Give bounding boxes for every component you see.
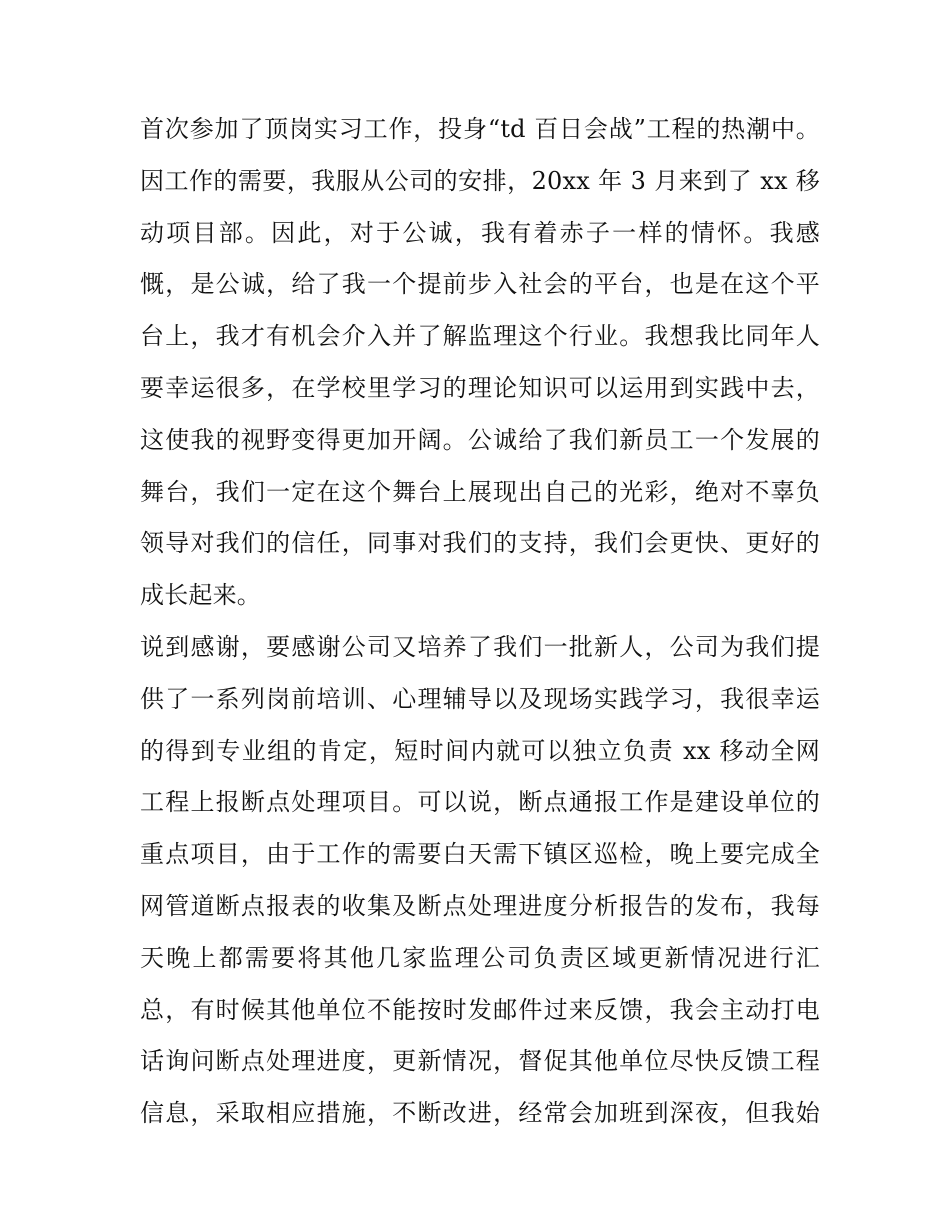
text-line: 话询问断点处理进度，更新情况，督促其他单位尽快反馈工程	[140, 1047, 820, 1076]
paragraph-2	[140, 622, 820, 1140]
text-line: 天晚上都需要将其他几家监理公司负责区域更新情况进行汇	[140, 943, 820, 972]
text-line: 成长起来。	[140, 581, 261, 610]
text-line: 说到感谢，要感谢公司又培养了我们一批新人，公司为我们提	[140, 632, 820, 661]
paragraph-1	[140, 104, 820, 622]
text-line: 动项目部。因此，对于公诚，我有着赤子一样的情怀。我感	[140, 218, 820, 247]
text-line: 工程上报断点处理项目。可以说，断点通报工作是建设单位的	[140, 788, 820, 817]
text-line: 供了一系列岗前培训、心理辅导以及现场实践学习，我很幸运	[140, 684, 820, 713]
text-line: 网管道断点报表的收集及断点处理进度分析报告的发布，我每	[140, 891, 820, 920]
text-line: 这使我的视野变得更加开阔。公诚给了我们新员工一个发展的	[140, 425, 820, 454]
text-line: 台上，我才有机会介入并了解监理这个行业。我想我比同年人	[140, 322, 820, 351]
text-line: 因工作的需要，我服从公司的安排，20xx 年 3 月来到了 xx 移	[140, 166, 820, 195]
text-line: 首次参加了顶岗实习工作，投身“td 百日会战”工程的热潮中。	[140, 115, 820, 143]
text-line: 慨，是公诚，给了我一个提前步入社会的平台，也是在这个平	[140, 270, 820, 299]
text-line: 信息，采取相应措施，不断改进，经常会加班到深夜，但我始	[140, 1099, 820, 1128]
text-line: 重点项目，由于工作的需要白天需下镇区巡检，晚上要完成全	[140, 840, 820, 869]
text-line: 总，有时候其他单位不能按时发邮件过来反馈，我会主动打电	[140, 995, 820, 1024]
text-line: 要幸运很多，在学校里学习的理论知识可以运用到实践中去，	[140, 373, 820, 402]
text-line: 舞台，我们一定在这个舞台上展现出自己的光彩，绝对不辜负	[140, 477, 820, 506]
text-line: 领导对我们的信任，同事对我们的支持，我们会更快、更好的	[140, 529, 820, 558]
document-body	[140, 104, 820, 1140]
text-line: 的得到专业组的肯定，短时间内就可以独立负责 xx 移动全网	[140, 736, 820, 765]
